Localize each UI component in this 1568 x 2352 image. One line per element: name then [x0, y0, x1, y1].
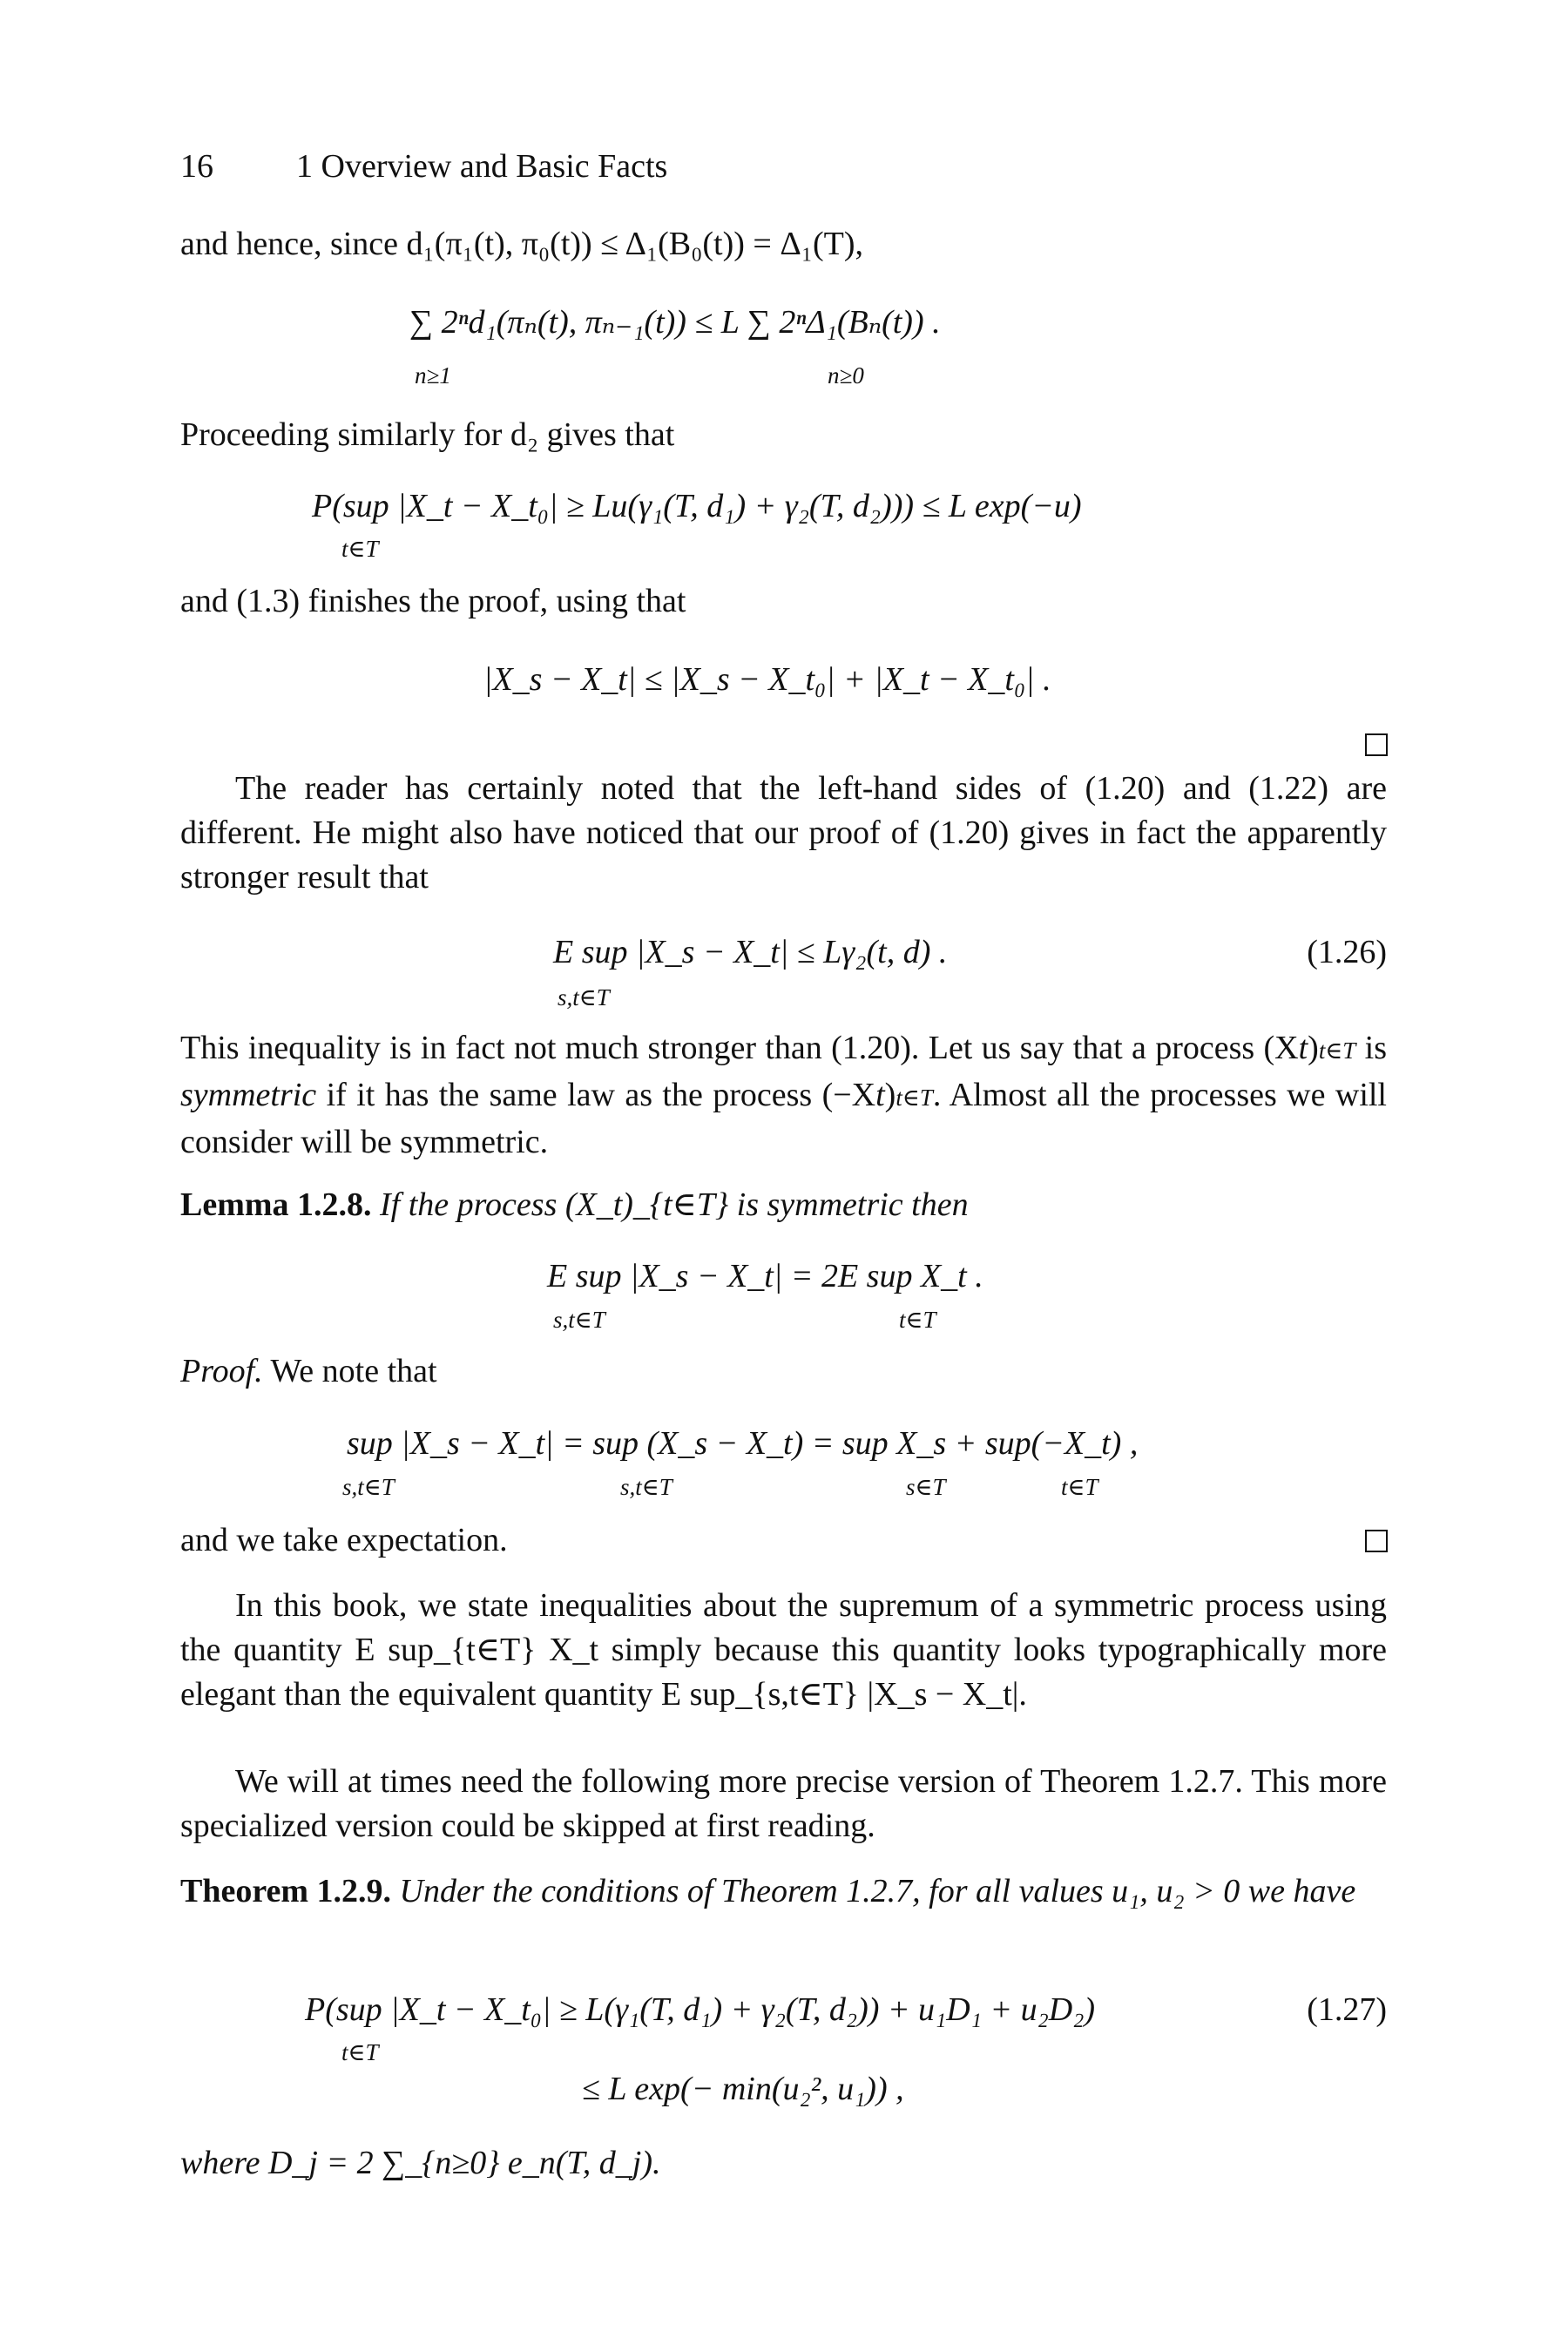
running-header-chapter-title: 1 Overview and Basic Facts	[296, 148, 668, 185]
lemma-1-2-8	[180, 1183, 1387, 1227]
theorem-label: Theorem 1.2.9.	[180, 1873, 392, 1909]
equation-number-1-26: (1.26)	[1307, 934, 1387, 970]
paragraph-in-this-book: In this book, we state inequalities about the supremum of a symmetric process using the quantity E sup_{t∈T} X_t simply because this quantity looks typographically more elegant than the equivalent quantity E sup_{s,t∈T} |X_s − X_t|.	[180, 1587, 1387, 1713]
theorem-statement: Under the conditions of Theorem 1.2.7, for all values u₁, u₂ > 0 we have	[391, 1873, 1356, 1909]
equation-probability-bound: P(sup |X_t − X_t₀| ≥ Lu(γ₁(T, d₁) + γ₂(T, d₂))) ≤ L exp(−u)	[312, 488, 1082, 524]
paragraph-symmetric-text-a: This inequality is in fact not much stronger than (1.20). Let us say that a process (X	[180, 1030, 1299, 1066]
equation-sum-inequality: ∑ 2ⁿd₁(πₙ(t), πₙ₋₁(t)) ≤ L ∑ 2ⁿΔ₁(Bₙ(t)) .	[409, 304, 941, 341]
equation-sum-subscript-left: n≥1	[415, 362, 451, 389]
paragraph-reader-noted: The reader has certainly noted that the left-hand sides of (1.20) and (1.22) are different. He might also have noticed that our proof of (1.20) gives in fact the apparently stronger result that	[180, 770, 1387, 896]
equation-1-27-subscript: t∈T	[341, 2039, 379, 2065]
equation-lemma-subscript-2: t∈T	[899, 1307, 936, 1333]
theorem-1-2-9	[180, 1869, 1387, 1914]
qed-box-2	[1365, 1530, 1388, 1552]
paragraph-symmetric-text-c: is	[1355, 1030, 1387, 1066]
equation-proof-subscript-1: s,t∈T	[342, 1474, 395, 1500]
paragraph-precise-version: We will at times need the following more precise version of Theorem 1.2.7. This more specialized version could be skipped at first reading.	[180, 1763, 1387, 1844]
theorem-where-clause: where D_j = 2 ∑_{n≥0} e_n(T, d_j).	[180, 2145, 661, 2181]
term-symmetric: symmetric	[180, 1077, 317, 1113]
paragraph-proceeding: Proceeding similarly for d₂ gives that	[180, 416, 675, 453]
process-subscript-t-2: t	[875, 1077, 885, 1113]
lemma-label: Lemma 1.2.8.	[180, 1186, 372, 1223]
equation-lemma: E sup |X_s − X_t| = 2E sup X_t .	[547, 1258, 983, 1294]
process-subscript-t: t	[1298, 1030, 1308, 1066]
equation-sum-subscript-right: n≥0	[828, 362, 864, 389]
qed-box	[1365, 733, 1388, 756]
paragraph-intro: and hence, since d₁(π₁(t), π₀(t)) ≤ Δ₁(B₀(t)) = Δ₁(T),	[180, 226, 864, 262]
proof-label: Proof.	[180, 1353, 263, 1389]
equation-proof: sup |X_s − X_t| = sup (X_s − X_t) = sup X_s + sup(−X_t) ,	[347, 1425, 1139, 1462]
proof-text: We note that	[262, 1353, 437, 1389]
proof-paragraph	[180, 1349, 1387, 1394]
process-index-set-1: t∈T	[1318, 1037, 1356, 1064]
paragraph-expectation: and we take expectation.	[180, 1522, 508, 1558]
equation-proof-subscript-4: t∈T	[1061, 1474, 1098, 1500]
equation-1-27-line-2: ≤ L exp(− min(u₂², u₁)) ,	[582, 2071, 904, 2107]
equation-probability-subscript: t∈T	[341, 536, 379, 562]
paragraph-symmetric-text-e: if it has the same law as the process (−X	[316, 1077, 876, 1113]
equation-1-26: E sup |X_s − X_t| ≤ Lγ₂(t, d) .	[553, 934, 948, 970]
equation-proof-subscript-2: s,t∈T	[620, 1474, 672, 1500]
equation-1-27-line-1: P(sup |X_t − X_t₀| ≥ L(γ₁(T, d₁) + γ₂(T, d₂)) + u₁D₁ + u₂D₂)	[305, 1991, 1096, 2028]
paragraph-symmetric-text-b: )	[1308, 1030, 1319, 1066]
process-index-set-2: t∈T	[896, 1085, 933, 1111]
lemma-statement: If the process (X_t)_{t∈T} is symmetric then	[371, 1186, 969, 1223]
equation-triangle-inequality: |X_s − X_t| ≤ |X_s − X_t₀| + |X_t − X_t₀| .	[483, 661, 1051, 698]
equation-lemma-subscript-1: s,t∈T	[553, 1307, 605, 1333]
paragraph-symmetric-definition	[180, 1026, 1387, 1165]
equation-1-26-subscript: s,t∈T	[558, 984, 610, 1010]
paragraph-finishes-proof: and (1.3) finishes the proof, using that	[180, 583, 686, 619]
equation-proof-subscript-3: s∈T	[906, 1474, 946, 1500]
paragraph-symmetric-text-g: . Almost all the processes we will consider will be symmetric.	[180, 1077, 1387, 1160]
equation-number-1-27: (1.27)	[1307, 1991, 1387, 2028]
paragraph-symmetric-text-f: )	[884, 1077, 896, 1113]
page-number: 16	[180, 148, 213, 185]
